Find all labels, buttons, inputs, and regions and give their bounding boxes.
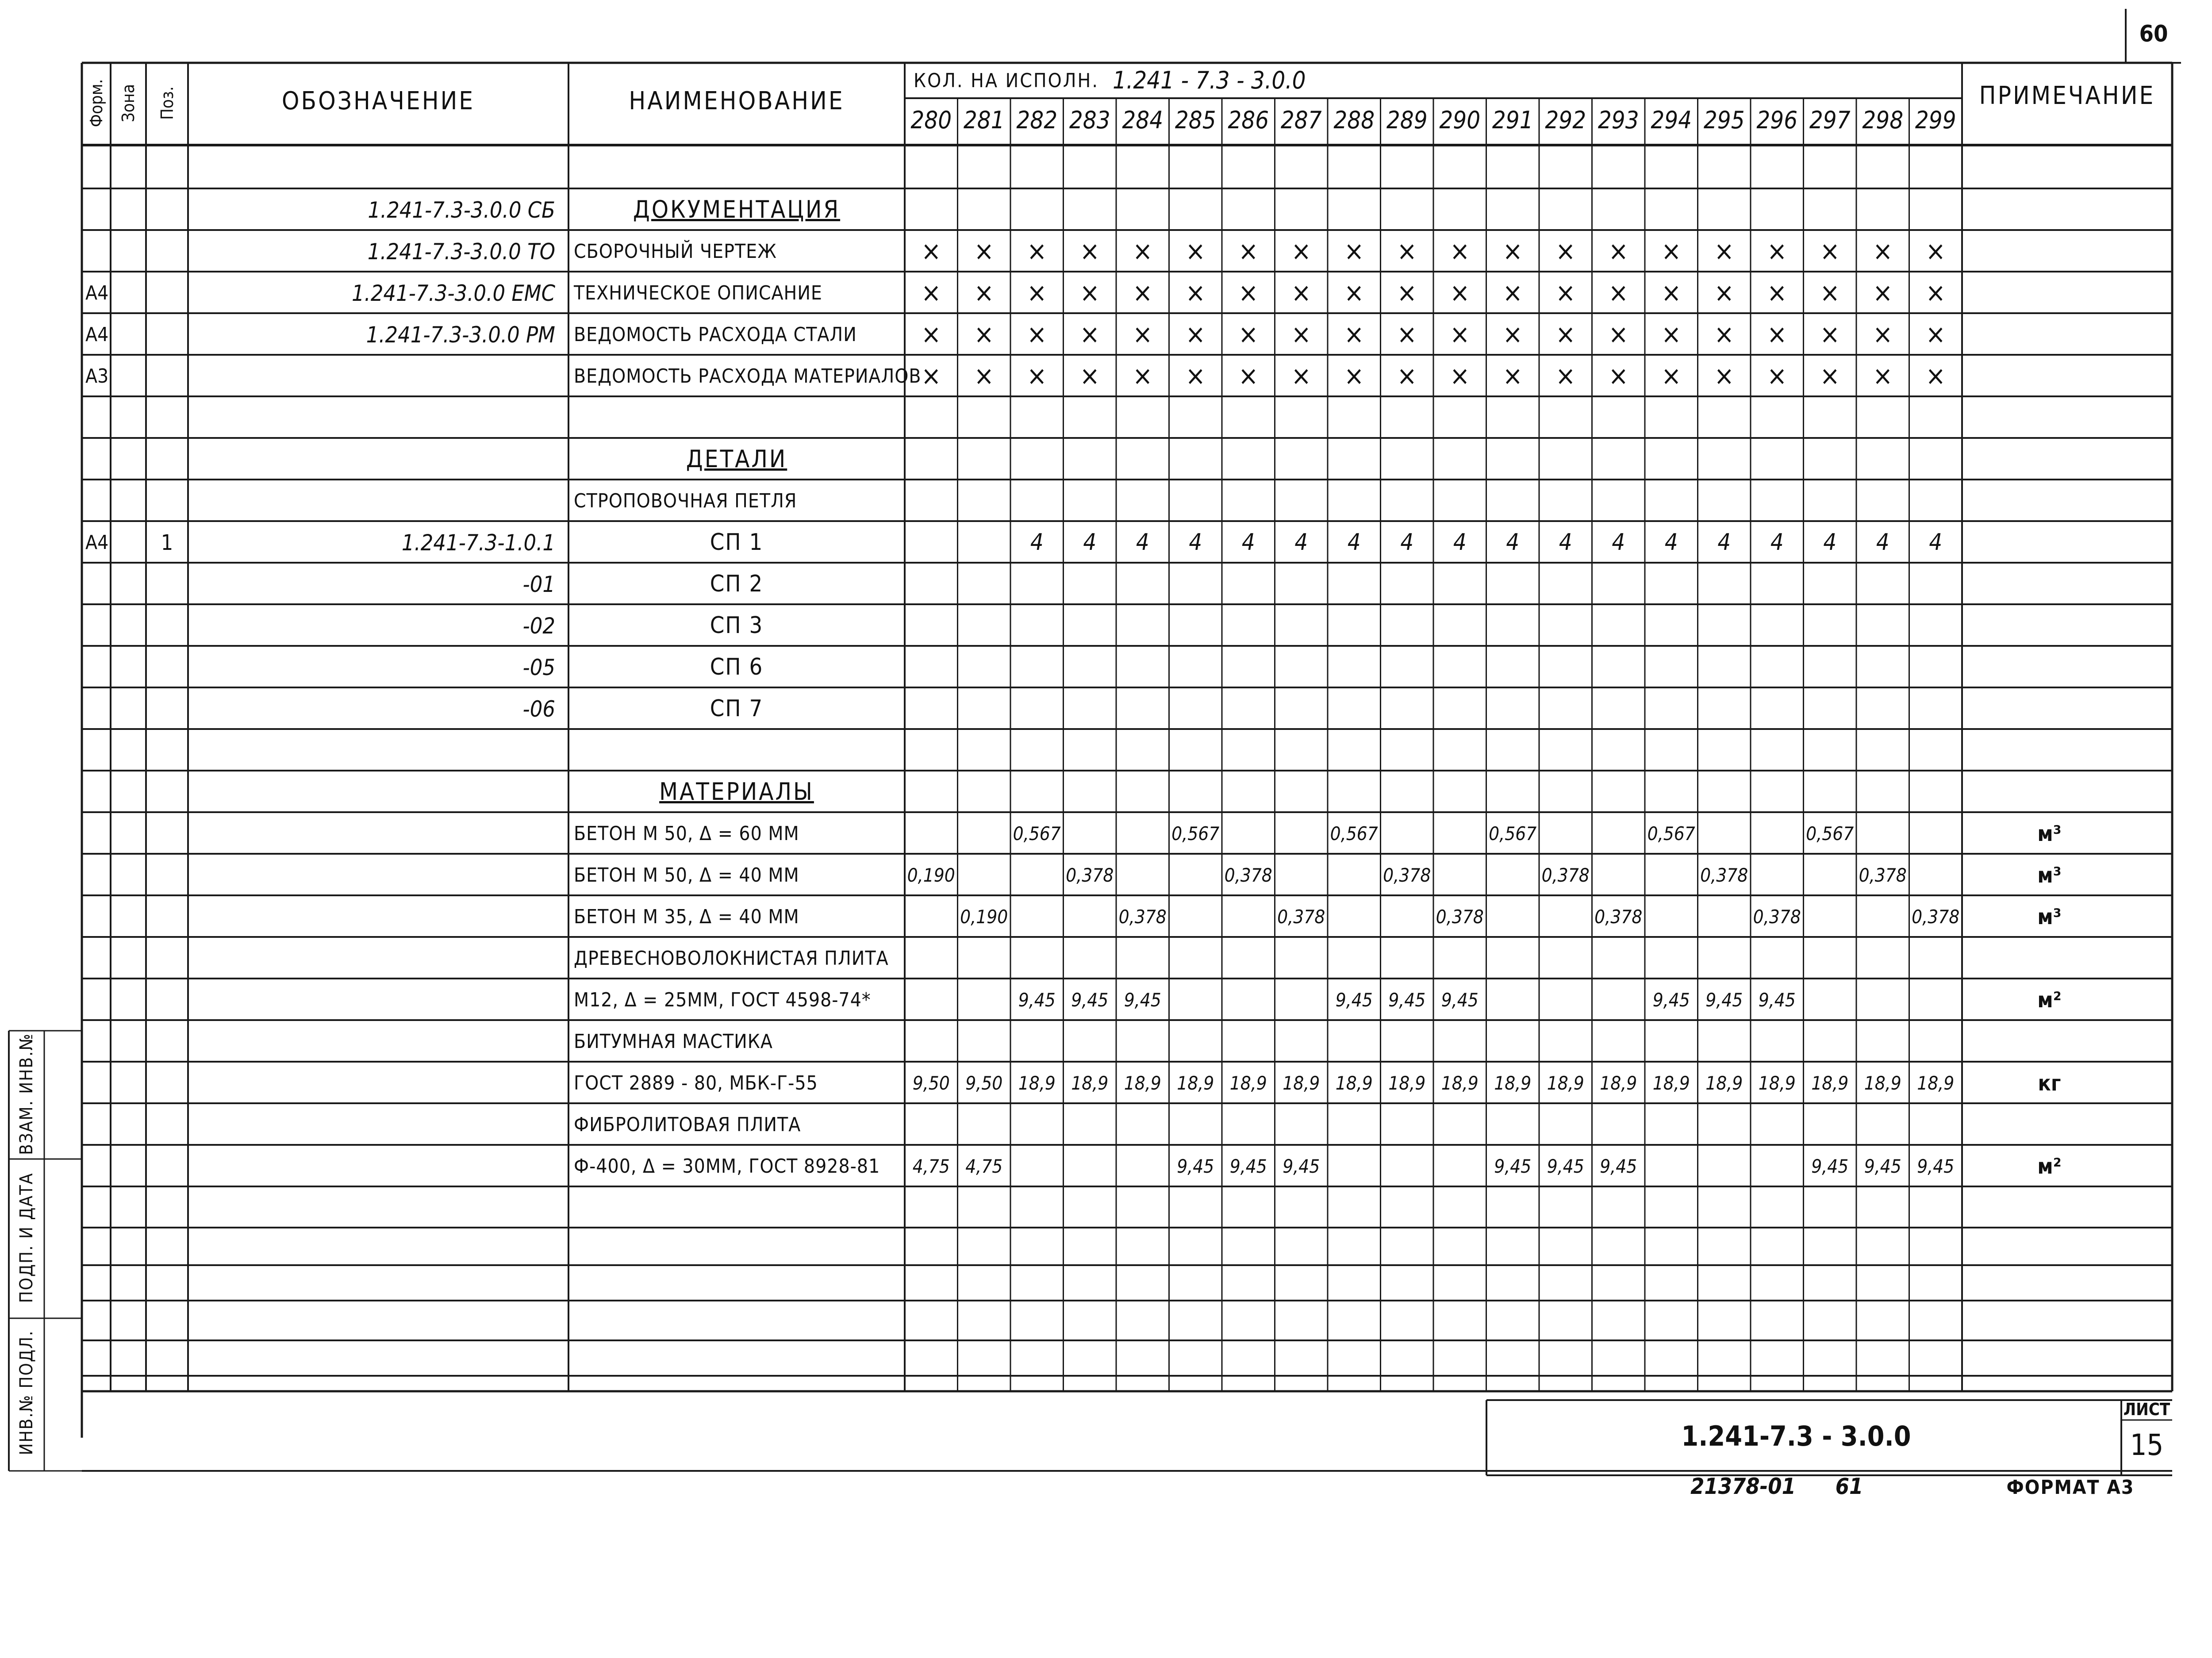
quantity-value: 9,45 [930,1157,1461,1176]
corner-sheet-number: 60 [1888,23,2212,46]
x-mark: × [1353,280,1884,306]
row-name: БЕТОН М 50, Δ = 60 ММ [574,824,799,844]
quantity-value: 0,378 [1194,908,1725,926]
quantity-value: 18,9 [1617,1074,2148,1093]
part-name: СП 7 [471,697,1002,720]
quantity-value: 4 [772,531,1302,554]
header-zone: Зона [120,0,137,368]
column-number: 282 [772,108,1302,132]
quantity-value: 18,9 [983,1074,1514,1093]
x-mark: × [1300,280,1831,306]
row-name: БИТУМНАЯ МАСТИКА [574,1032,773,1052]
row-form: А3 [85,367,108,386]
section-heading: МАТЕРИАЛЫ [471,780,1002,804]
x-mark: × [718,238,1249,265]
quantity-value: 18,9 [1512,1074,2043,1093]
x-mark: × [1512,280,2043,306]
quantity-value: 0,378 [1353,908,1884,926]
row-form: А4 [85,533,108,553]
x-mark: × [1670,363,2201,389]
column-number: 292 [1300,108,1831,132]
quantity-value: 0,378 [1036,908,1567,926]
footer-archive-number: 21378-01 [1478,1475,2008,1497]
x-mark: × [1459,321,1989,348]
title-block-code: 1.241-7.3 - 3.0.0 [1531,1423,2062,1450]
quantity-value: 4 [1194,531,1725,554]
quantity-value: 4 [930,531,1461,554]
column-number: 288 [1089,108,1620,132]
quantity-value: 0,378 [824,866,1355,885]
quantity-value: 9,45 [1353,1157,1884,1176]
x-mark: × [1564,238,2095,265]
quantity-value: 0,567 [1406,825,1937,843]
x-mark: × [877,238,1408,265]
quantity-value: 9,45 [1194,991,1725,1009]
quantity-value: 0,378 [1617,866,2148,885]
quantity-value: 9,45 [1036,1157,1567,1176]
x-mark: × [983,321,1514,348]
x-mark: × [772,280,1302,306]
title-block-sheet-label: ЛИСТ [1882,1401,2212,1418]
row-note-unit: м² [1784,1156,2212,1177]
x-mark: × [1036,363,1567,389]
x-mark: × [824,280,1355,306]
quantity-value: 18,9 [1247,1074,1778,1093]
x-mark: × [1141,280,1672,306]
row-designation: 1.241-7.3-3.0.0 РМ [24,324,555,346]
x-mark: × [930,363,1461,389]
quantity-value: 4 [1247,531,1778,554]
column-number: 285 [930,108,1461,132]
header-pos: Поз. [159,0,176,368]
x-mark: × [1459,363,1989,389]
quantity-value: 18,9 [930,1074,1461,1093]
quantity-value: 0,190 [666,866,1197,885]
row-note-unit: кг [1784,1073,2212,1094]
quantity-value: 18,9 [1089,1074,1620,1093]
x-mark: × [1247,321,1778,348]
x-mark: × [1194,238,1725,265]
row-designation: -02 [24,615,555,637]
row-name: ГОСТ 2889 - 80, МБК-Г-55 [574,1074,818,1093]
column-number: 281 [718,108,1249,132]
x-mark: × [930,238,1461,265]
x-mark: × [1670,238,2201,265]
section-heading: ДЕТАЛИ [471,447,1002,471]
row-note-unit: м³ [1784,865,2212,886]
x-mark: × [877,280,1408,306]
x-mark: × [1617,321,2148,348]
quantity-value: 0,567 [1247,825,1778,843]
quantity-value: 18,9 [824,1074,1355,1093]
x-mark: × [1194,363,1725,389]
quantity-value: 18,9 [1353,1074,1884,1093]
quantity-value: 4,75 [666,1157,1197,1176]
row-note-unit: м³ [1784,906,2212,928]
x-mark: × [718,280,1249,306]
column-number: 298 [1617,108,2148,132]
x-mark: × [718,321,1249,348]
quantity-value: 4 [1617,531,2148,554]
quantity-value: 4 [1512,531,2043,554]
header-name: НАИМЕНОВАНИЕ [471,89,1002,114]
quantity-value: 18,9 [772,1074,1302,1093]
quantity-value: 4 [1353,531,1884,554]
quantity-value: 4 [824,531,1355,554]
quantity-value: 9,45 [1406,991,1937,1009]
x-mark: × [1036,280,1567,306]
footer-format: ФОРМАТ А3 [1805,1478,2212,1497]
quantity-value: 9,50 [718,1074,1249,1093]
side-stamp-label: ВЗАМ. ИНВ.№ [18,829,35,1359]
row-name: Ф-400, Δ = 30ММ, ГОСТ 8928-81 [574,1157,880,1176]
column-number: 299 [1670,108,2201,132]
column-number: 294 [1406,108,1937,132]
column-number: 296 [1512,108,2043,132]
column-number: 290 [1194,108,1725,132]
quantity-value: 0,567 [772,825,1302,843]
quantity-value: 9,45 [1247,1157,1778,1176]
x-mark: × [1406,280,1937,306]
quantity-value: 0,378 [1300,866,1831,885]
column-number: 289 [1141,108,1672,132]
column-number: 295 [1459,108,1989,132]
x-mark: × [877,363,1408,389]
quantity-value: 18,9 [1194,1074,1725,1093]
row-designation: 1.241-7.3-3.0.0 СБ [24,199,555,221]
quantity-value: 9,45 [1459,991,1989,1009]
x-mark: × [1300,321,1831,348]
x-mark: × [1564,280,2095,306]
quantity-value: 4 [1141,531,1672,554]
x-mark: × [1194,280,1725,306]
x-mark: × [666,363,1197,389]
quantity-value: 4,75 [718,1157,1249,1176]
row-name: СБОРОЧНЫЙ ЧЕРТЕЖ [574,242,777,261]
row-pos: 1 [0,532,433,553]
x-mark: × [1617,280,2148,306]
part-name: СП 6 [471,656,1002,679]
x-mark: × [1089,363,1620,389]
x-mark: × [1459,238,1989,265]
row-form: А4 [85,284,108,303]
row-form: А4 [85,325,108,345]
row-name: ВЕДОМОСТЬ РАСХОДА МАТЕРИАЛОВ [574,367,922,386]
quantity-value: 0,567 [930,825,1461,843]
quantity-value: 0,378 [877,908,1408,926]
row-name: ДРЕВЕСНОВОЛОКНИСТАЯ ПЛИТА [574,949,889,968]
row-designation: -06 [24,698,555,720]
quantity-value: 0,190 [718,908,1249,926]
quantity-value: 4 [1089,531,1620,554]
quantity-value: 4 [983,531,1514,554]
quantity-value: 18,9 [877,1074,1408,1093]
footer-archive-page: 61 [1584,1475,2115,1497]
row-name: ФИБРОЛИТОВАЯ ПЛИТА [574,1115,801,1135]
x-mark: × [983,238,1514,265]
row-name: БЕТОН М 35, Δ = 40 ММ [574,907,799,927]
x-mark: × [1089,321,1620,348]
row-name: ВЕДОМОСТЬ РАСХОДА СТАЛИ [574,325,857,345]
quantity-value: 4 [1459,531,1989,554]
column-number: 286 [983,108,1514,132]
quantity-value: 9,45 [1089,991,1620,1009]
quantity-value: 4 [1300,531,1831,554]
title-block-sheet-number: 15 [1882,1431,2212,1460]
x-mark: × [1300,363,1831,389]
x-mark: × [1512,321,2043,348]
column-number: 291 [1247,108,1778,132]
x-mark: × [1512,238,2043,265]
quantity-value: 9,45 [1300,1157,1831,1176]
x-mark: × [666,321,1197,348]
quantity-value: 4 [877,531,1408,554]
quantity-value: 18,9 [1036,1074,1567,1093]
x-mark: × [983,363,1514,389]
column-number: 297 [1564,108,2095,132]
quantity-value: 9,45 [1512,991,2043,1009]
quantity-value: 18,9 [1459,1074,1989,1093]
row-note-unit: м³ [1784,823,2212,844]
row-name: СТРОПОВОЧНАЯ ПЕТЛЯ [574,491,797,511]
x-mark: × [1670,321,2201,348]
quantity-value: 0,378 [1459,866,1989,885]
x-mark: × [772,363,1302,389]
part-name: СП 3 [471,614,1002,637]
quantity-value: 9,45 [824,991,1355,1009]
x-mark: × [1036,321,1567,348]
quantity-value: 18,9 [1406,1074,1937,1093]
quantity-value: 9,45 [1141,991,1672,1009]
x-mark: × [877,321,1408,348]
quantity-value: 0,378 [1512,908,2043,926]
side-stamp-label: ПОДП. И ДАТА [18,972,35,1503]
x-mark: × [1300,238,1831,265]
x-mark: × [1247,238,1778,265]
x-mark: × [930,280,1461,306]
column-number: 283 [824,108,1355,132]
x-mark: × [1406,238,1937,265]
quantity-value: 9,45 [1564,1157,2095,1176]
x-mark: × [772,238,1302,265]
quantity-value: 18,9 [1670,1074,2201,1093]
x-mark: × [1564,363,2095,389]
x-mark: × [824,321,1355,348]
header-qty-label: КОЛ. НА ИСПОЛН. [914,71,1099,91]
header-note: ПРИМЕЧАНИЕ [1802,84,2212,108]
header-form: Форм. [88,0,105,368]
part-name: СП 2 [471,572,1002,595]
x-mark: × [1564,321,2095,348]
x-mark: × [1353,363,1884,389]
header-qty-code: 1.241 - 7.3 - 3.0.0 [1113,69,1306,92]
part-name: СП 1 [471,531,1002,554]
x-mark: × [824,238,1355,265]
column-number: 293 [1353,108,1884,132]
quantity-value: 9,45 [1617,1157,2148,1176]
x-mark: × [1247,280,1778,306]
x-mark: × [1194,321,1725,348]
quantity-value: 4 [1670,531,2201,554]
quantity-value: 4 [1406,531,1937,554]
header-designation: ОБОЗНАЧЕНИЕ [113,89,644,114]
quantity-value: 4 [1036,531,1567,554]
row-designation: 1.241-7.3-1.0.1 [24,532,555,554]
column-number: 280 [666,108,1197,132]
section-heading: ДОКУМЕНТАЦИЯ [471,198,1002,222]
x-mark: × [1353,238,1884,265]
x-mark: × [1617,363,2148,389]
quantity-value: 0,378 [1141,866,1672,885]
x-mark: × [1406,321,1937,348]
row-designation: 1.241-7.3-3.0.0 ЕМС [24,282,555,304]
quantity-value: 9,45 [772,991,1302,1009]
quantity-value: 0,378 [983,866,1514,885]
quantity-value: 9,45 [877,991,1408,1009]
x-mark: × [1089,280,1620,306]
column-number: 284 [877,108,1408,132]
x-mark: × [1459,280,1989,306]
quantity-value: 0,567 [1089,825,1620,843]
side-stamp-label: ИНВ.№ ПОДЛ. [18,1127,35,1658]
quantity-value: 18,9 [1141,1074,1672,1093]
quantity-value: 9,45 [1670,1157,2201,1176]
x-mark: × [1089,238,1620,265]
x-mark: × [824,363,1355,389]
x-mark: × [1141,321,1672,348]
row-designation: -05 [24,656,555,679]
column-number: 287 [1036,108,1567,132]
row-note-unit: м² [1784,990,2212,1011]
x-mark: × [772,321,1302,348]
quantity-value: 18,9 [1300,1074,1831,1093]
x-mark: × [1141,363,1672,389]
quantity-value: 9,45 [983,1157,1514,1176]
x-mark: × [718,363,1249,389]
quantity-value: 0,378 [1670,908,2201,926]
row-name: М12, Δ = 25ММ, ГОСТ 4598-74* [574,990,871,1010]
quantity-value: 18,9 [1564,1074,2095,1093]
quantity-value: 0,567 [1564,825,2095,843]
x-mark: × [930,321,1461,348]
row-designation: 1.241-7.3-3.0.0 ТО [24,241,555,263]
x-mark: × [1353,321,1884,348]
x-mark: × [1670,280,2201,306]
x-mark: × [1141,238,1672,265]
x-mark: × [983,280,1514,306]
row-designation: -01 [24,573,555,595]
row-name: БЕТОН М 50, Δ = 40 ММ [574,866,799,885]
x-mark: × [666,238,1197,265]
x-mark: × [1617,238,2148,265]
quantity-value: 4 [1564,531,2095,554]
x-mark: × [1247,363,1778,389]
quantity-value: 9,50 [666,1074,1197,1093]
row-name: ТЕХНИЧЕСКОЕ ОПИСАНИЕ [574,284,822,303]
x-mark: × [1406,363,1937,389]
x-mark: × [666,280,1197,306]
x-mark: × [1036,238,1567,265]
x-mark: × [1512,363,2043,389]
